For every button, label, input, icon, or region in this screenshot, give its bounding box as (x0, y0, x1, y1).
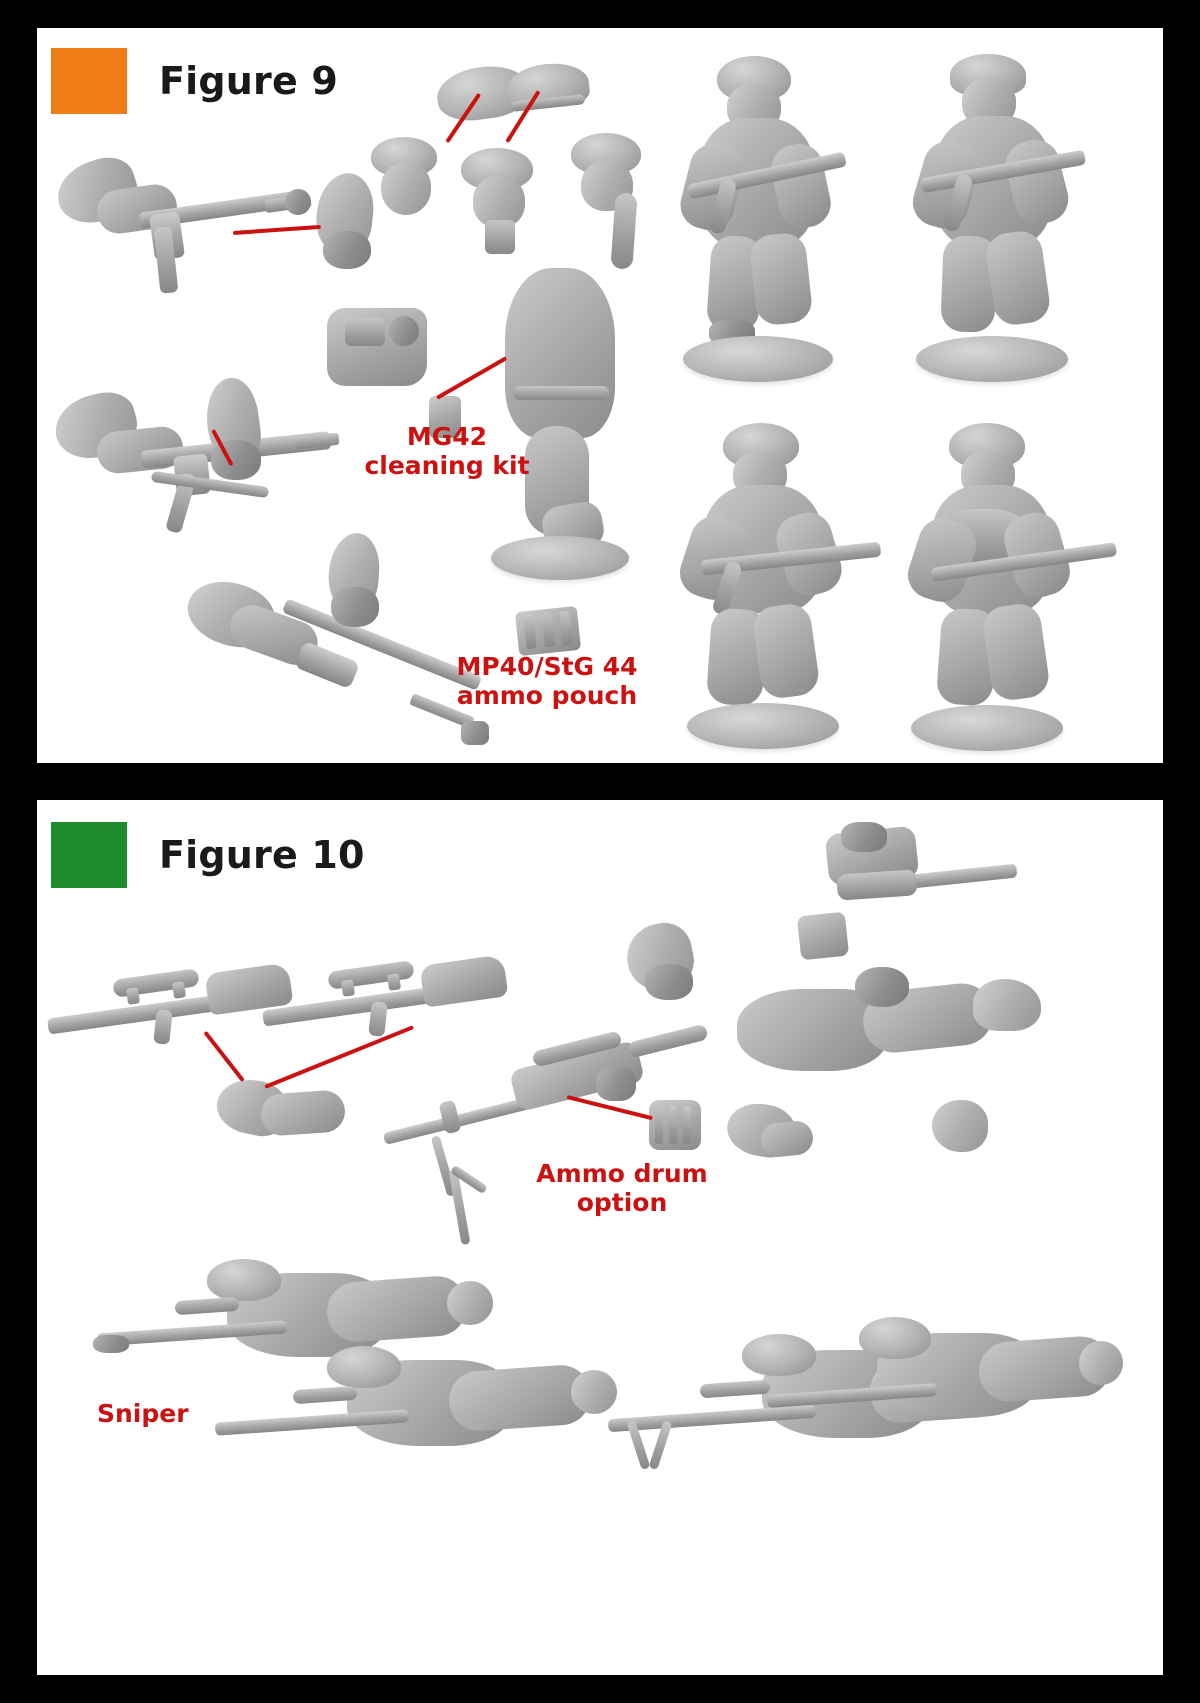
callout-ammo-drum-line1: Ammo drum (536, 1159, 708, 1188)
figure-9-title: Figure 9 (159, 59, 339, 103)
callout-mp40-stg44-ammo-pouch (417, 653, 677, 711)
part-arm-variant-c (329, 533, 399, 643)
figure-10-header (51, 822, 365, 888)
miniature-prone-rifleman (187, 1330, 617, 1495)
figure-9-color-swatch (51, 48, 127, 114)
miniature-advancing-soldier-with-mp40 (657, 48, 877, 388)
part-soldier-head-with-helmet (367, 133, 447, 223)
figure-10-color-swatch (51, 822, 127, 888)
part-prone-legs (737, 965, 1047, 1095)
callout-mg42-cleaning-kit-line2: cleaning kit (364, 450, 530, 480)
part-ammo-drum (649, 1100, 707, 1158)
figure-10-title: Figure 10 (159, 833, 365, 877)
part-soldier-head-shouting (457, 148, 547, 268)
part-curved-arm (217, 1070, 352, 1150)
part-mg42-bipod (425, 1135, 505, 1255)
part-spare-hand (932, 1100, 1002, 1166)
miniature-soldier-with-ammo-belt-and-rifle (887, 413, 1122, 753)
miniature-prone-spotter (727, 1305, 1127, 1475)
callout-ammo-pouch-line2: ammo pouch (456, 680, 638, 710)
callout-mg42-cleaning-kit-line1: MG42 (406, 422, 488, 451)
figure-9-header (51, 48, 338, 114)
part-binoculars-with-mg (807, 820, 1027, 930)
figure-10-panel (37, 800, 1163, 1675)
part-head-with-hood (565, 133, 661, 273)
part-mp40-with-arm (57, 153, 317, 298)
part-spare-arm-a (627, 920, 717, 1010)
callout-ammo-drum-option (497, 1160, 747, 1218)
part-officer-peaked-cap (507, 58, 593, 120)
callout-ammo-pouch-line1: MP40/StG 44 (456, 652, 638, 681)
miniature-officer-with-mp40 (892, 46, 1112, 386)
callout-sniper-line1: Sniper (97, 1399, 189, 1428)
part-radio-backpack (327, 298, 437, 393)
callout-ammo-drum-line2: option (576, 1187, 668, 1217)
part-stg44-with-arm (55, 383, 345, 543)
figure-9-panel (37, 28, 1163, 763)
callout-mg42-cleaning-kit (337, 423, 557, 481)
miniature-crouching-soldier-with-stg44 (657, 413, 887, 753)
